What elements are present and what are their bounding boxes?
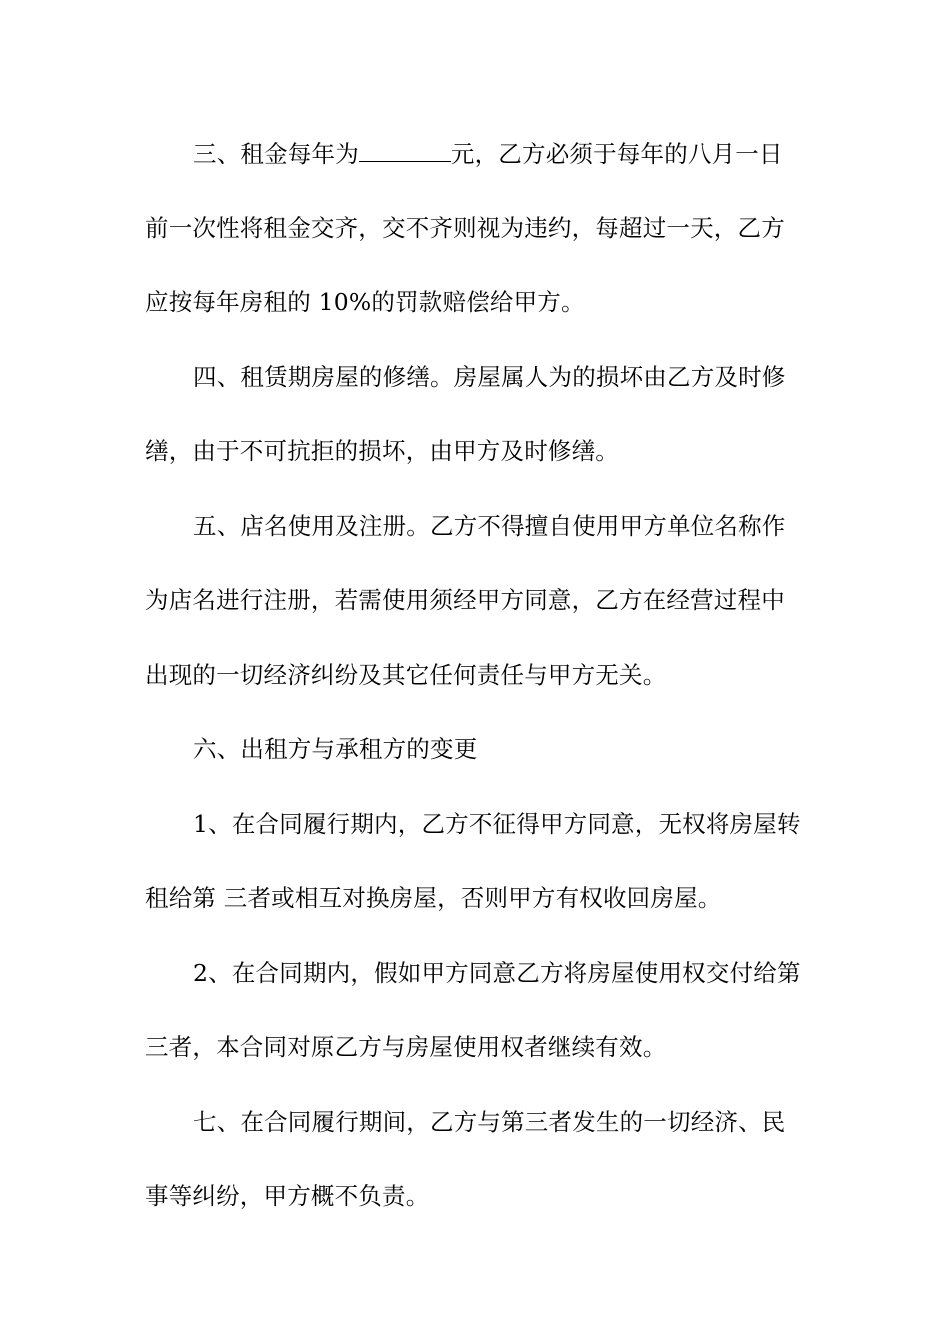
paragraph-line: 缮，由于不可抗拒的损坏，由甲方及时修缮。 <box>145 437 619 465</box>
rent-amount-blank <box>359 141 451 162</box>
paragraph-line <box>193 138 810 170</box>
paragraph-line: 三者，本合同对原乙方与房屋使用权者继续有效。 <box>145 1033 667 1061</box>
line-text: 三、租金每年为 <box>193 140 359 168</box>
paragraph-line: 1、在合同履行期内，乙方不征得甲方同意，无权将房屋转 <box>193 810 801 838</box>
paragraph-line: 应按每年房租的 10%的罚款赔偿给甲方。 <box>145 288 585 316</box>
paragraph-line: 租给第 三者或相互对换房屋，否则甲方有权收回房屋。 <box>145 884 722 912</box>
section-heading: 六、出租方与承租方的变更 <box>193 735 478 763</box>
paragraph-line: 2、在合同期内，假如甲方同意乙方将房屋使用权交付给第 <box>193 959 801 987</box>
line-text: 元，乙方必须于每年的八月一日 <box>450 140 783 168</box>
paragraph-line: 出现的一切经济纠纷及其它任何责任与甲方无关。 <box>145 661 667 689</box>
paragraph-line: 事等纠纷，甲方概不负责。 <box>145 1182 430 1210</box>
paragraph-line: 为店名进行注册，若需使用须经甲方同意，乙方在经营过程中 <box>145 586 785 614</box>
paragraph-line: 前一次性将租金交齐，交不齐则视为违约，每超过一天，乙方 <box>145 214 785 242</box>
paragraph-line: 七、在合同履行期间，乙方与第三者发生的一切经济、民 <box>193 1108 786 1136</box>
paragraph-line: 四、租赁期房屋的修缮。房屋属人为的损坏由乙方及时修 <box>193 363 786 391</box>
paragraph-line: 五、店名使用及注册。乙方不得擅自使用甲方单位名称作 <box>193 512 786 540</box>
